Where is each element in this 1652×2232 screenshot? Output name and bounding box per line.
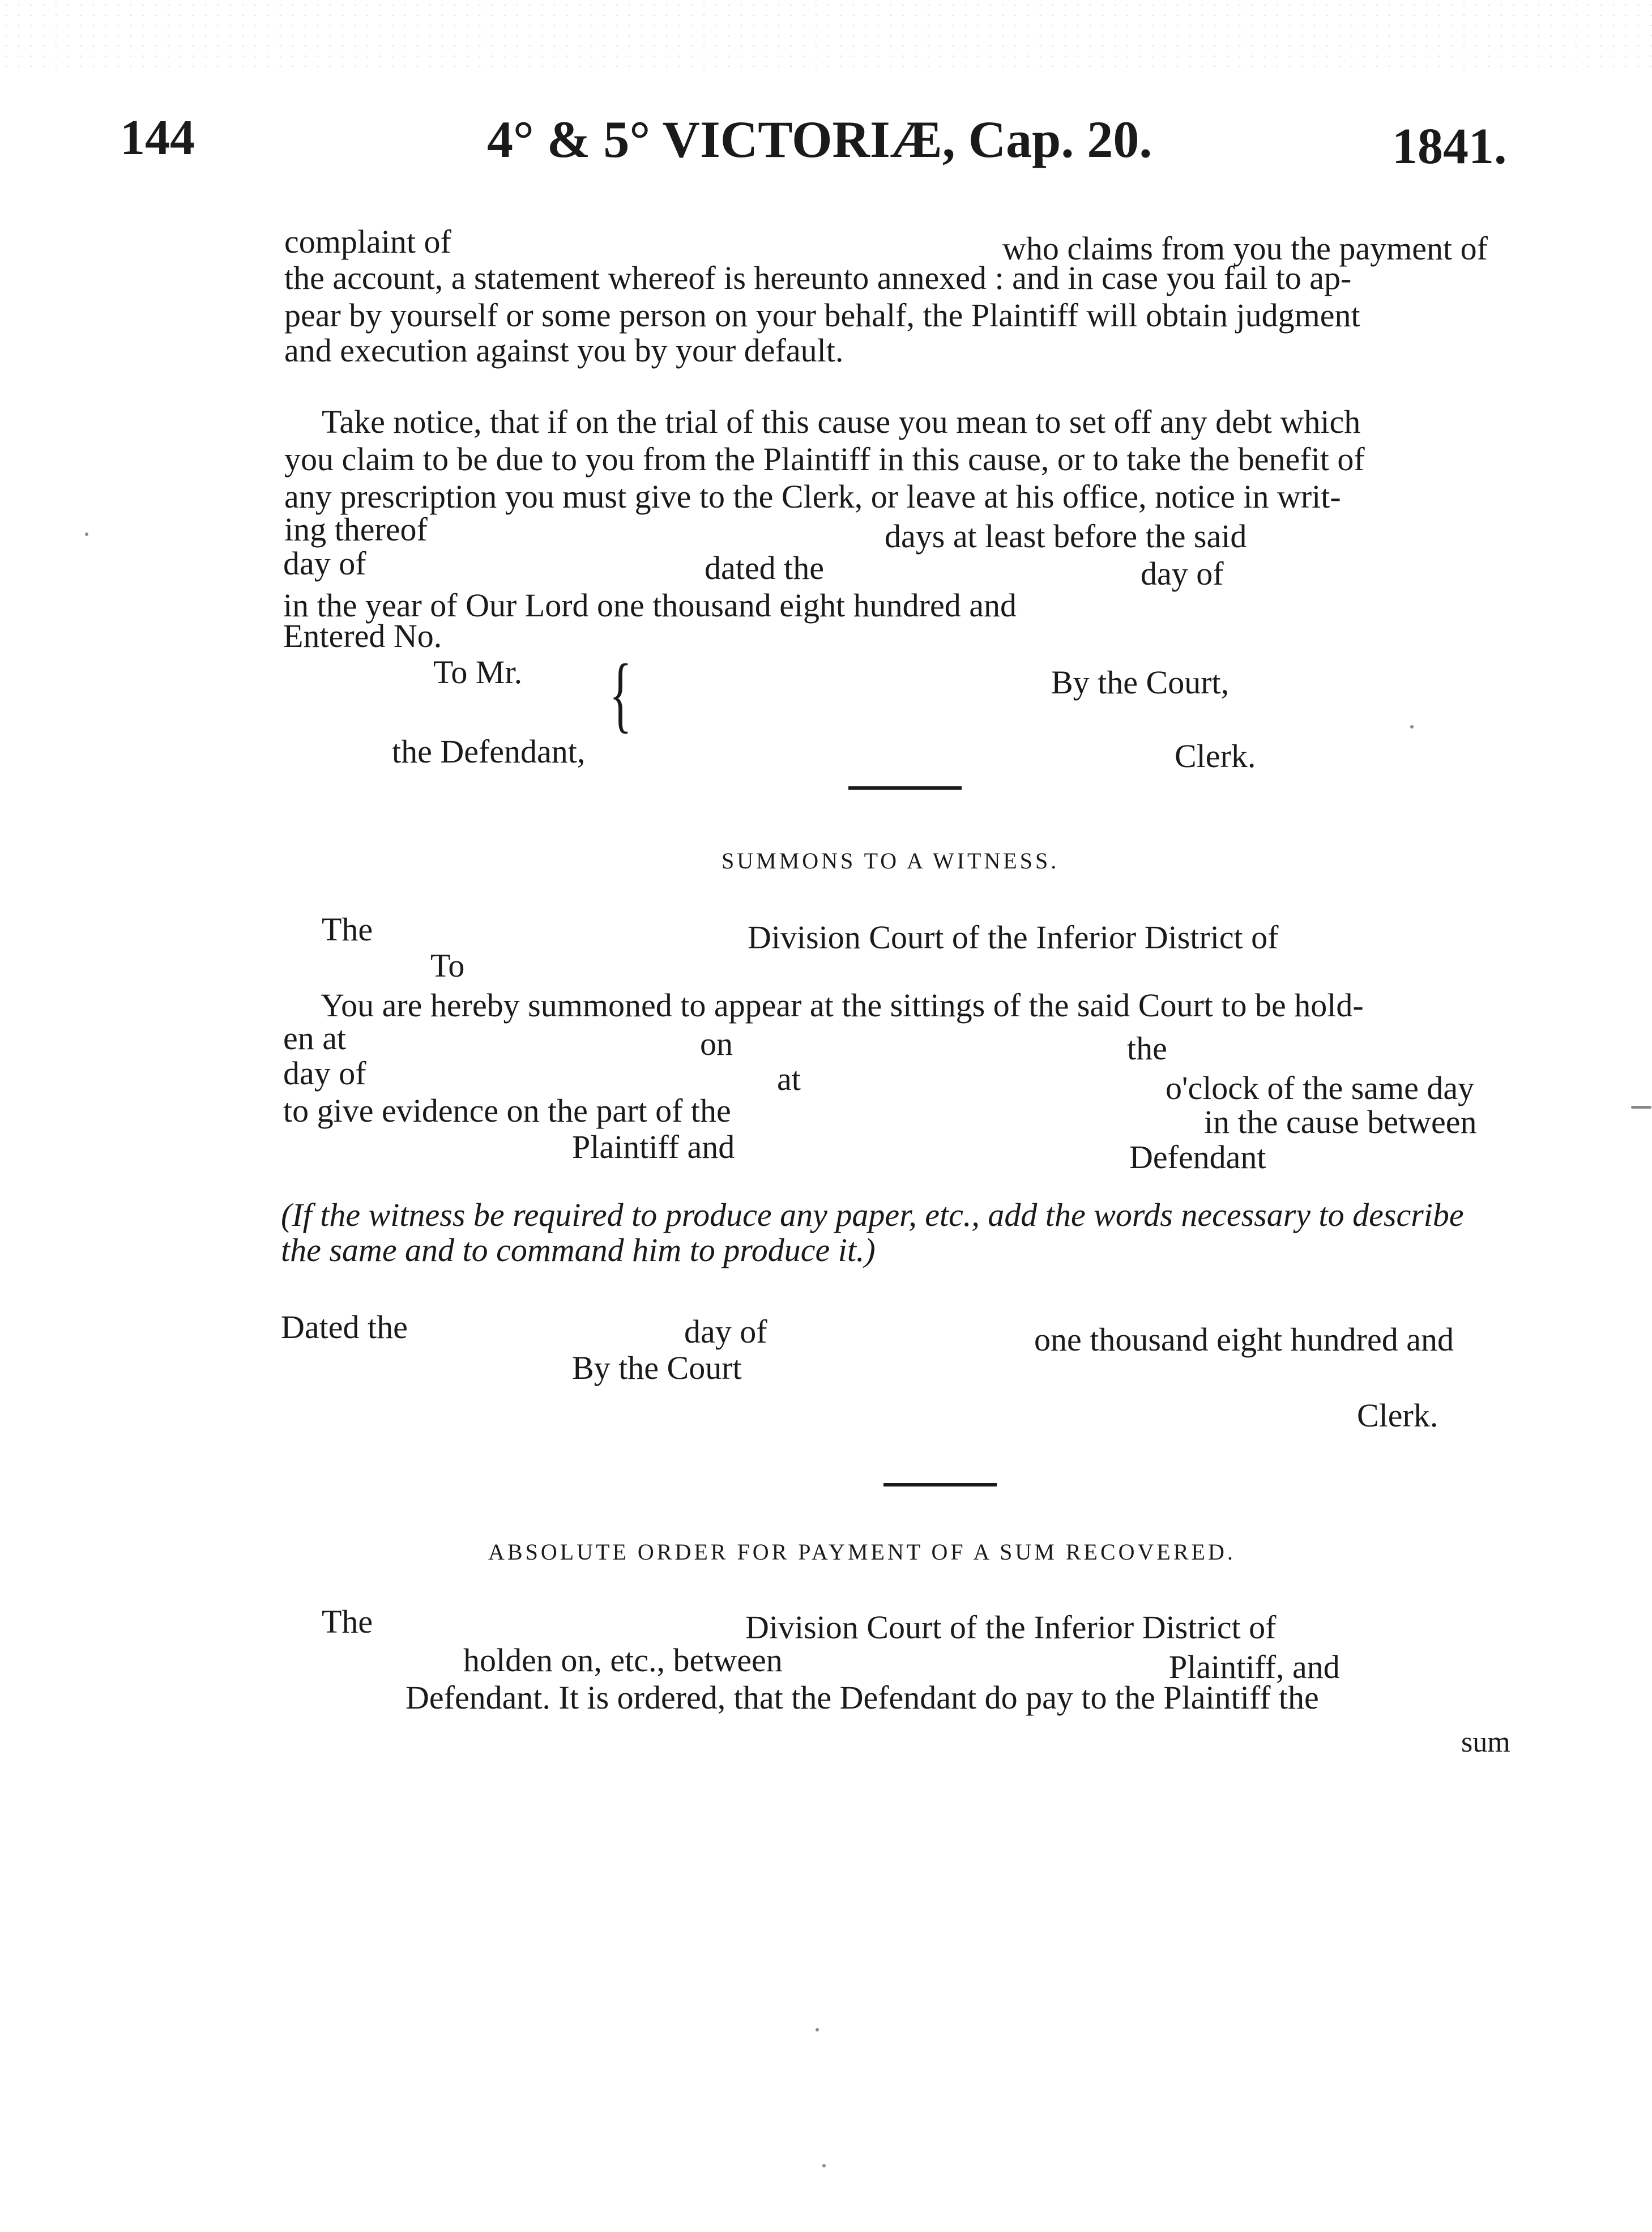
text-line: Division Court of the Inferior District of: [748, 919, 1279, 956]
text-line: The: [322, 911, 373, 948]
text-line: The: [322, 1603, 373, 1640]
text-line: and execution against you by your default.: [284, 332, 844, 369]
text-line: Defendant: [1129, 1139, 1266, 1175]
scan-mark: [85, 533, 88, 536]
text-line: holden on, etc., between: [463, 1642, 783, 1679]
text-line: any prescription you must give to the Clerk, or leave at his office, notice in writ-: [284, 478, 1341, 515]
text-line: who claims from you the payment of: [1002, 230, 1488, 267]
catchword: sum: [1461, 1726, 1510, 1758]
text-line: Defendant. It is ordered, that the Defendant do pay to the Plaintiff the: [405, 1679, 1319, 1716]
text-line: Entered No.: [283, 617, 442, 654]
text-line: Division Court of the Inferior District of: [745, 1609, 1277, 1646]
text-line: the: [1127, 1030, 1167, 1067]
section-divider: [848, 786, 962, 790]
clerk-signature: Clerk.: [1357, 1397, 1438, 1434]
text-line: the account, a statement whereof is hereunto annexed : and in case you fail to ap-: [284, 259, 1352, 296]
instruction-note: (If the witness be required to produce any paper, etc., add the words necessary to describe: [281, 1196, 1464, 1233]
text-line: pear by yourself or some person on your behalf, the Plaintiff will obtain judgment: [284, 297, 1360, 334]
text-line: dated the: [705, 550, 824, 586]
text-line: in the cause between: [1204, 1104, 1477, 1140]
text-line: Plaintiff, and: [1169, 1649, 1340, 1685]
text-line: day of: [283, 545, 366, 582]
brace-glyph: {: [609, 647, 632, 741]
section-heading: ABSOLUTE ORDER FOR PAYMENT OF A SUM RECOVERED.: [488, 1539, 1236, 1565]
scan-mark: [822, 2164, 826, 2167]
by-the-court: By the Court,: [1051, 664, 1230, 701]
text-line: en at: [283, 1020, 347, 1057]
scan-mark: [1631, 1106, 1651, 1109]
text-line: To: [430, 947, 465, 984]
section-divider: [883, 1483, 997, 1486]
text-line: at: [777, 1060, 801, 1097]
text-line: in the year of Our Lord one thousand eight hundred and: [283, 587, 1017, 624]
text-line: complaint of: [284, 223, 451, 260]
text-line: days at least before the said: [885, 518, 1247, 555]
text-line: Dated the: [281, 1309, 408, 1345]
defendant-label: the Defendant,: [392, 733, 586, 770]
text-line: on: [700, 1025, 733, 1062]
text-line: o'clock of the same day: [1166, 1070, 1475, 1106]
instruction-note: the same and to command him to produce it.): [281, 1232, 876, 1268]
running-year: 1841.: [1392, 118, 1507, 174]
text-line: you claim to be due to you from the Plaintiff in this cause, or to take the benefit of: [284, 441, 1365, 478]
text-line: day of: [684, 1313, 767, 1350]
text-line: ing thereof: [284, 511, 428, 548]
addressee-label: To Mr.: [433, 654, 523, 691]
text-line: Plaintiff and: [572, 1128, 735, 1165]
scan-mark: [1410, 725, 1414, 729]
section-heading: SUMMONS TO A WITNESS.: [722, 848, 1060, 874]
text-line: to give evidence on the part of the: [283, 1092, 731, 1129]
page-number: 144: [120, 110, 195, 165]
running-title: 4° & 5° VICTORIÆ, Cap. 20.: [487, 110, 1152, 168]
text-line: You are hereby summoned to appear at the sittings of the said Court to be hold-: [321, 987, 1364, 1024]
text-line: one thousand eight hundred and: [1034, 1321, 1454, 1358]
scan-noise: [0, 0, 1652, 68]
text-line: day of: [1141, 555, 1224, 592]
text-line: Take notice, that if on the trial of this cause you mean to set off any debt which: [322, 403, 1361, 440]
text-line: day of: [283, 1055, 366, 1092]
by-the-court: By the Court: [572, 1349, 742, 1386]
scan-mark: [816, 2028, 819, 2031]
clerk-signature: Clerk.: [1175, 738, 1256, 774]
